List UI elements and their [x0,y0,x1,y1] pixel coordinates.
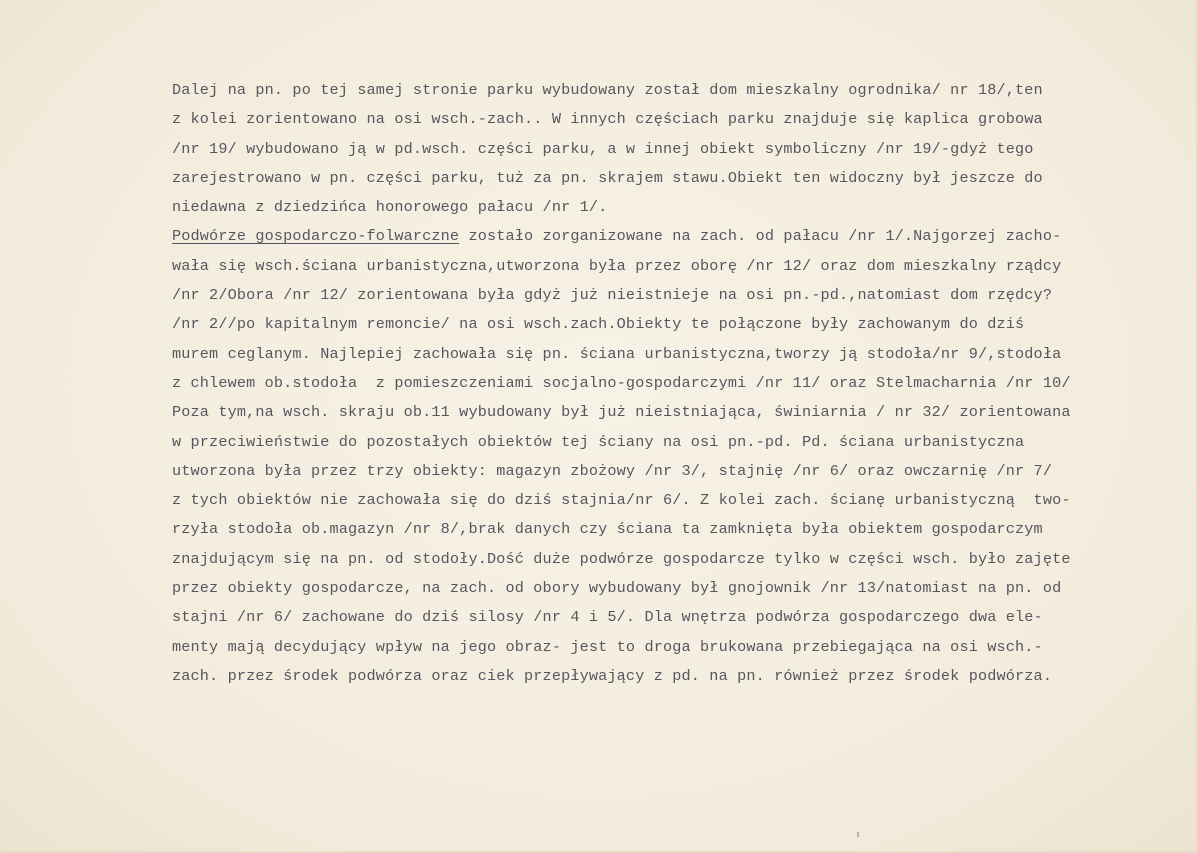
text-line-21: zach. przez środek podwórza oraz ciek przepływający z pd. na pn. również przez środek podwórza. [172,666,1053,685]
text-line-4: zarejestrowano w pn. części parku, tuż za pn. skrajem stawu.Obiekt ten widoczny był jeszcze do [172,168,1043,187]
text-line-6-rest: zostało zorganizowane na zach. od pałacu /nr 1/.Najgorzej zacho- [459,227,1062,246]
typewritten-text-block [172,76,1162,691]
section-heading-underlined: Podwórze gospodarczo-folwarczne [172,227,460,246]
text-line-18: przez obiekty gospodarcze, na zach. od obory wybudowany był gnojownik /nr 13/natomiast na pn. od [172,579,1062,598]
text-line-5: niedawna z dziedzińca honorowego pałacu /nr 1/. [172,198,608,217]
text-line-2: z kolei zorientowano na osi wsch.-zach.. W innych częściach parku znajduje się kaplica grobowa [172,110,1043,129]
text-line-13: w przeciwieństwie do pozostałych obiektów tej ściany na osi pn.-pd. Pd. ściana urbanistyczna [172,432,1025,451]
text-line-19: stajni /nr 6/ zachowane do dziś silosy /nr 4 i 5/. Dla wnętrza podwórza gospodarczego dwa ele- [172,608,1043,627]
text-line-14: utworzona była przez trzy obiekty: magazyn zbożowy /nr 3/, stajnię /nr 6/ oraz owczarnię /nr 7/ [172,461,1053,480]
text-line-3: /nr 19/ wybudowano ją w pd.wsch. części parku, a w innej obiekt symboliczny /nr 19/-gdyż tego [172,139,1034,158]
paper-speck [857,832,859,837]
text-line-7: wała się wsch.ściana urbanistyczna,utworzona była przez oborę /nr 12/ oraz dom mieszkalny rządcy [172,256,1062,275]
text-line-8: /nr 2/Obora /nr 12/ zorientowana była gdyż już nieistnieje na osi pn.-pd.,natomiast dom rzędcy? [172,286,1053,305]
text-line-12: Poza tym,na wsch. skraju ob.11 wybudowany był już nieistniająca, świniarnia / nr 32/ zorientowana [172,403,1071,422]
text-line-6 [172,222,1162,251]
text-line-10: murem ceglanym. Najlepiej zachowała się pn. ściana urbanistyczna,tworzy ją stodoła/nr 9/,stodoła [172,344,1062,363]
text-line-16: rzyła stodoła ob.magazyn /nr 8/,brak danych czy ściana ta zamknięta była obiektem gospodarczym [172,520,1043,539]
text-line-15: z tych obiektów nie zachowała się do dziś stajnia/nr 6/. Z kolei zach. ścianę urbanistyczną two- [172,491,1071,510]
text-line-9: /nr 2//po kapitalnym remoncie/ na osi wsch.zach.Obiekty te połączone były zachowanym do dziś [172,315,1025,334]
text-line-17: znajdującym się na pn. od stodoły.Dość duże podwórze gospodarcze tylko w części wsch. było zajęte [172,549,1071,568]
text-line-20: menty mają decydujący wpływ na jego obraz- jest to droga brukowana przebiegająca na osi wsch.- [172,637,1043,656]
text-line-11: z chlewem ob.stodoła z pomieszczeniami socjalno-gospodarczymi /nr 11/ oraz Stelmacharnia /nr 10/ [172,373,1071,392]
text-line-1: Dalej na pn. po tej samej stronie parku wybudowany został dom mieszkalny ogrodnika/ nr 18/,ten [172,81,1043,99]
